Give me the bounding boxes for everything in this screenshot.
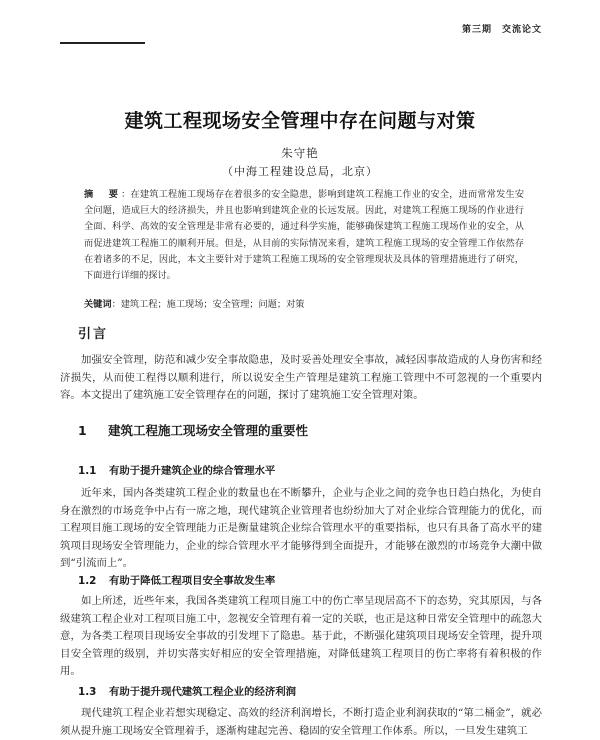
subsection-number: 1.2 [78, 575, 97, 587]
abstract-text: ：在建筑工程施工现场存在着很多的安全隐患，影响到建筑工程施工作业的安全，进而常常发生安全问题，造成巨大的经济损失，并且也影响到建筑企业的长远发展。因此，对建筑工程施工现场的作业进行全面、科学、高效的安全管理是非常有必要的，通过科学实施，能够确保建筑工程施工现场作业的安全，从而促进建筑工程施工的顺利开展。但是，从目前的实际情况来看，建筑工程施工现场的安全管理工作依然存在着诸多的不足，因此，本文主要针对于建筑工程施工现场的安全管理现状及具体的管理措施进行了研究，下面进行详细的探讨。 [84, 189, 525, 282]
subsection-number: 1.1 [78, 465, 97, 477]
subsection-title: 有助于提升建筑企业的综合管理水平 [109, 465, 276, 477]
subsection-1-3-heading [78, 683, 296, 698]
keywords [84, 298, 524, 312]
issue-label: 第三期 [461, 25, 492, 35]
author-affiliation: （中海工程建设总局，北京） [222, 165, 378, 178]
subsection-1-2-heading [78, 572, 275, 587]
running-header [462, 22, 542, 35]
intro-heading: 引言 [78, 327, 109, 342]
subsection-1-1-paragraph: 近年来，国内各类建筑工程企业的数量也在不断攀升，企业与企业之间的竞争也日趋白热化，为使自身在激烈的市场竞争中占有一席之地，现代建筑企业管理者也纷纷加大了对企业综合管理能力的优化，而工程项目施工现场的安全管理能力正是衡量建筑企业综合管理水平的重要指标，也只有具备了高水平的建筑项目现场安全管理能力，企业的综合管理水平才能够得到全面提升，才能够在激烈的市场竞争大潮中做到“引流而上”。 [60, 487, 542, 570]
paper-title: 建筑工程现场安全管理中存在问题与对策 [124, 110, 476, 132]
abstract-label: 摘 要 [84, 189, 122, 200]
section-1-heading [78, 421, 308, 439]
abstract [84, 187, 524, 284]
author-name: 朱守艳 [281, 146, 319, 160]
intro-paragraph: 加强安全管理，防范和减少安全事故隐患，及时妥善处理安全事故，减轻因事故造成的人身伤害和经济损失，从而使工程得以顺利进行，所以说安全生产管理是建筑工程施工管理中不可忽视的一个重要内容。本文提出了建筑施工安全管理存在的问题，探讨了建筑施工安全管理对策。 [60, 354, 542, 402]
subsection-1-1-heading [78, 462, 275, 477]
keywords-label: 关键词 [84, 299, 112, 310]
subsection-1-2-paragraph: 如上所述，近些年来，我国各类建筑工程项目施工中的伤亡率呈现居高不下的态势，究其原因，与各级建筑工程企业对工程项目施工中，忽视安全管理有着一定的关联，也正是这种日常安全管理中的疏忽大意，为各类工程项目现场安全事故的引发埋下了隐患。基于此，不断强化建筑项目现场安全管理，提升项目安全管理的级别，并切实落实好相应的安全管理措施，对降低建筑工程项目的伤亡率将有着积极的作用。 [60, 595, 542, 678]
section-1-title: 建筑工程施工现场安全管理的重要性 [108, 423, 309, 438]
subsection-title: 有助于降低工程项目安全事故发生率 [109, 575, 276, 587]
subsection-title: 有助于提升现代建筑工程企业的经济利润 [109, 686, 297, 698]
keywords-text: ：建筑工程；施工现场；安全管理；问题；对策 [111, 299, 305, 310]
header-rule [60, 42, 145, 44]
subsection-1-3-paragraph: 现代建筑工程企业若想实现稳定、高效的经济利润增长，不断打造企业利润获取的“第二桶金”，就必须从提升施工现场安全管理着手，逐渐构建起完善、稳固的安全管理工作体系。所以，一旦发生建筑工 [60, 707, 542, 737]
section-1-number: 1 [78, 423, 87, 438]
subsection-number: 1.3 [78, 686, 97, 698]
section-label: 交流论文 [501, 25, 542, 35]
